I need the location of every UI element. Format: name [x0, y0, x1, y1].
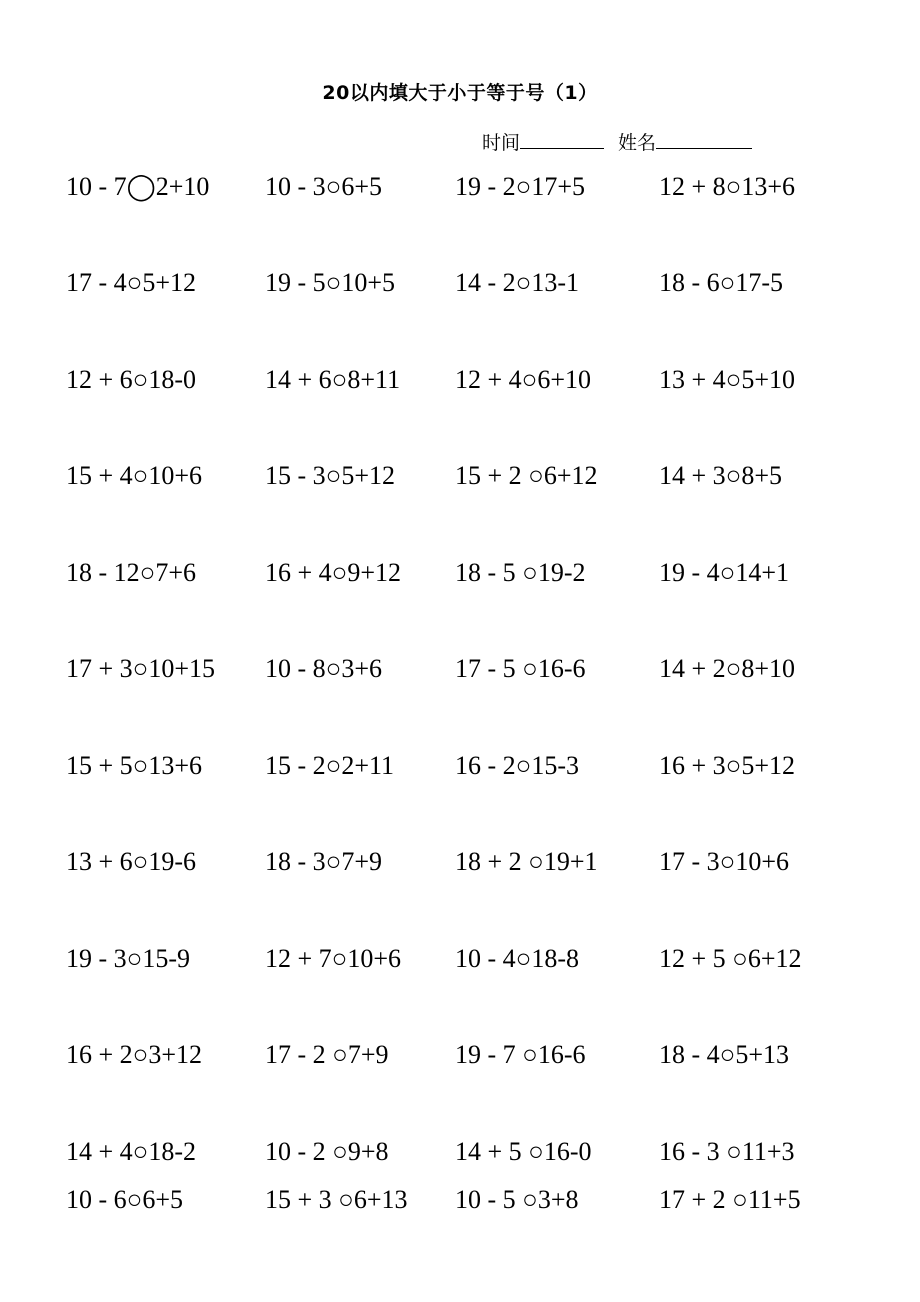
problem-r10-c4[interactable]: 18 - 4○5+13 [659, 1040, 790, 1069]
problem-r9-c2[interactable]: 12 + 7○10+6 [265, 944, 402, 973]
problem-row-1 [0, 167, 920, 207]
problem-r4-c1[interactable]: 15 + 4○10+6 [66, 461, 203, 490]
problem-r12-c1[interactable]: 10 - 6○6+5 [66, 1185, 184, 1214]
problem-row-11 [0, 1132, 920, 1172]
name-blank-line[interactable] [656, 146, 752, 149]
problem-r12-c3[interactable]: 10 - 5 ○3+8 [455, 1185, 579, 1214]
problem-r3-c2[interactable]: 14 + 6○8+11 [265, 365, 401, 394]
problem-r8-c2[interactable]: 18 - 3○7+9 [265, 847, 383, 876]
problem-r2-c2[interactable]: 19 - 5○10+5 [265, 268, 396, 297]
problem-row-3 [0, 360, 920, 400]
problem-row-7 [0, 746, 920, 786]
problem-r7-c3[interactable]: 16 - 2○15-3 [455, 751, 580, 780]
problem-r11-c3[interactable]: 14 + 5 ○16-0 [455, 1137, 592, 1166]
problem-r7-c1[interactable]: 15 + 5○13+6 [66, 751, 203, 780]
problem-row-6 [0, 649, 920, 689]
problem-row-12 [0, 1180, 920, 1220]
problem-r12-c2[interactable]: 15 + 3 ○6+13 [265, 1185, 408, 1214]
problem-r1-c3[interactable]: 19 - 2○17+5 [455, 172, 586, 201]
problem-row-10 [0, 1035, 920, 1075]
problem-r1-c2[interactable]: 10 - 3○6+5 [265, 172, 383, 201]
problem-r11-c4[interactable]: 16 - 3 ○11+3 [659, 1137, 795, 1166]
problem-r2-c1[interactable]: 17 - 4○5+12 [66, 268, 197, 297]
problem-r10-c2[interactable]: 17 - 2 ○7+9 [265, 1040, 389, 1069]
problem-r6-c2[interactable]: 10 - 8○3+6 [265, 654, 383, 683]
problem-r5-c3[interactable]: 18 - 5 ○19-2 [455, 558, 586, 587]
problem-r4-c4[interactable]: 14 + 3○8+5 [659, 461, 783, 490]
problem-row-8 [0, 842, 920, 882]
page-title: 20以内填大于小于等于号（1） [322, 82, 598, 104]
student-info [482, 128, 766, 155]
problem-r6-c1[interactable]: 17 + 3○10+15 [66, 654, 216, 683]
problem-r8-c3[interactable]: 18 + 2 ○19+1 [455, 847, 598, 876]
problem-r1-c1[interactable]: 10 - 7◯2+10 [66, 172, 210, 201]
problem-row-2 [0, 263, 920, 303]
problem-r5-c1[interactable]: 18 - 12○7+6 [66, 558, 197, 587]
problem-r9-c1[interactable]: 19 - 3○15-9 [66, 944, 191, 973]
problem-r9-c3[interactable]: 10 - 4○18-8 [455, 944, 580, 973]
problem-r4-c3[interactable]: 15 + 2 ○6+12 [455, 461, 598, 490]
problem-r5-c2[interactable]: 16 + 4○9+12 [265, 558, 402, 587]
problem-r11-c2[interactable]: 10 - 2 ○9+8 [265, 1137, 389, 1166]
problem-r10-c1[interactable]: 16 + 2○3+12 [66, 1040, 203, 1069]
problem-r5-c4[interactable]: 19 - 4○14+1 [659, 558, 790, 587]
problem-r3-c3[interactable]: 12 + 4○6+10 [455, 365, 592, 394]
time-blank-line[interactable] [520, 146, 604, 149]
problem-row-9 [0, 939, 920, 979]
problem-r6-c3[interactable]: 17 - 5 ○16-6 [455, 654, 586, 683]
problem-r7-c2[interactable]: 15 - 2○2+11 [265, 751, 395, 780]
problem-row-4 [0, 456, 920, 496]
problem-r3-c1[interactable]: 12 + 6○18-0 [66, 365, 197, 394]
problem-r8-c4[interactable]: 17 - 3○10+6 [659, 847, 790, 876]
problem-r9-c4[interactable]: 12 + 5 ○6+12 [659, 944, 802, 973]
name-label: 姓名 [618, 132, 657, 154]
problem-row-5 [0, 553, 920, 593]
time-label: 时间 [482, 132, 521, 154]
problem-r7-c4[interactable]: 16 + 3○5+12 [659, 751, 796, 780]
problem-r4-c2[interactable]: 15 - 3○5+12 [265, 461, 396, 490]
problem-r2-c3[interactable]: 14 - 2○13-1 [455, 268, 580, 297]
problem-r12-c4[interactable]: 17 + 2 ○11+5 [659, 1185, 801, 1214]
problem-r11-c1[interactable]: 14 + 4○18-2 [66, 1137, 197, 1166]
problem-r1-c4[interactable]: 12 + 8○13+6 [659, 172, 796, 201]
problem-r10-c3[interactable]: 19 - 7 ○16-6 [455, 1040, 586, 1069]
problem-r6-c4[interactable]: 14 + 2○8+10 [659, 654, 796, 683]
problem-r2-c4[interactable]: 18 - 6○17-5 [659, 268, 784, 297]
problem-r8-c1[interactable]: 13 + 6○19-6 [66, 847, 197, 876]
problem-r3-c4[interactable]: 13 + 4○5+10 [659, 365, 796, 394]
